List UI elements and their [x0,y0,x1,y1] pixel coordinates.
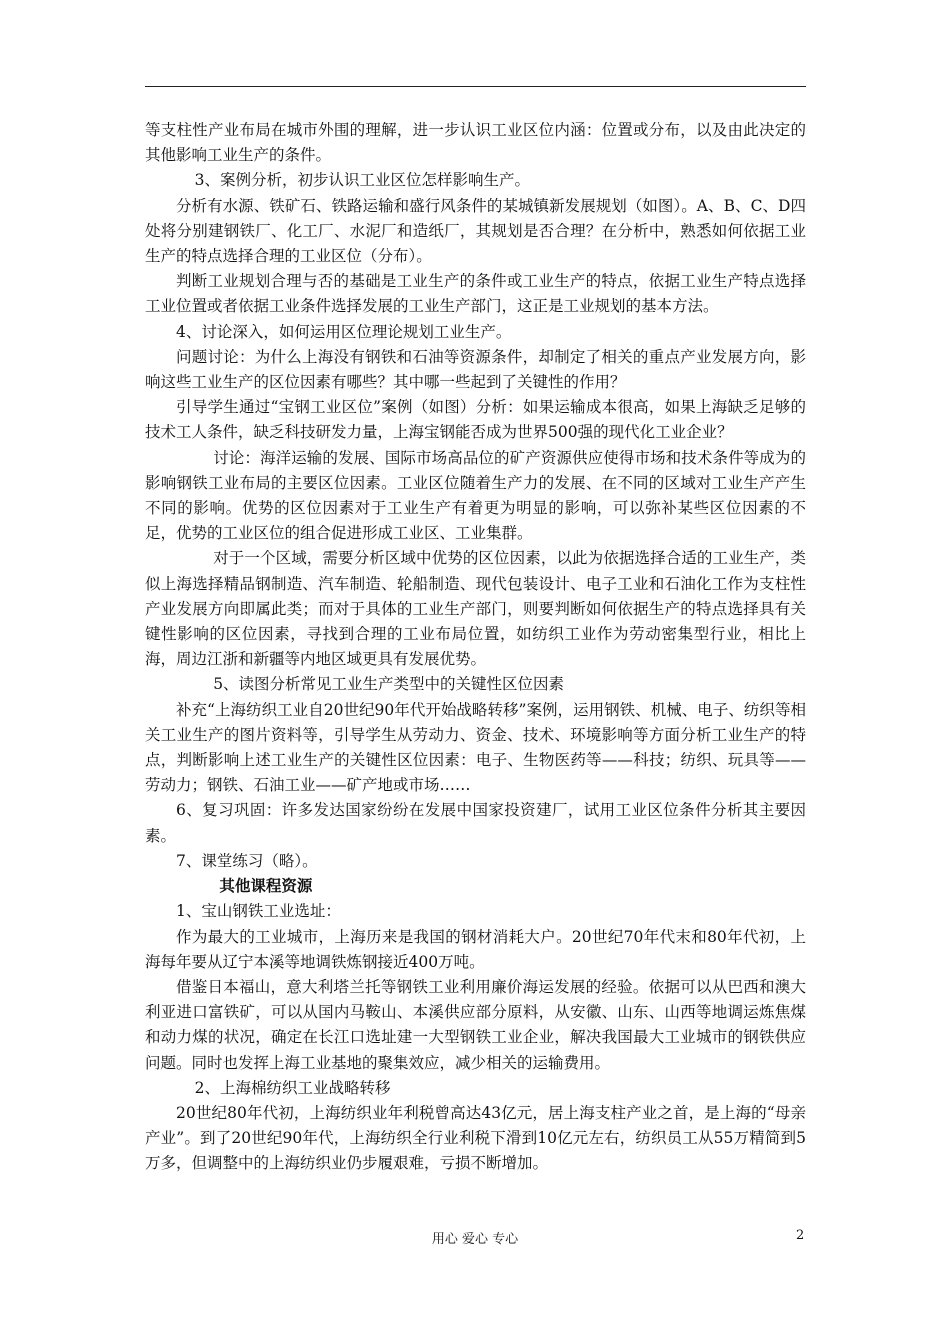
paragraph: 引导学生通过“宝钢工业区位”案例（如图）分析：如果运输成本很高，如果上海缺乏足够的技术工人条件，缺乏科技研发力量，上海宝钢能否成为世界500强的现代化工业企业？ [145,398,806,442]
paragraph: 7、课堂练习（略）。 [176,851,318,870]
document-body [145,118,806,1177]
paragraph: 6、复习巩固：许多发达国家纷纷在发展中国家投资建厂，试用工业区位条件分析其主要因素。 [145,801,806,845]
section-heading: 4、讨论深入，如何运用区位理论规划工业生产。 [176,322,512,341]
page-footer [0,1228,950,1248]
header-rule [145,86,806,87]
subsection-heading: 2、上海棉纺织工业战略转移 [194,1078,391,1097]
paragraph: 对于一个区域，需要分析区域中优势的区位因素，以此为依据选择合适的工业生产，类似上海选择精品钢制造、汽车制造、轮船制造、现代包装设计、电子工业和石油化工作为支柱性产业发展方向即属此类；而对于具体的工业生产部门，则要判断如何依据生产的特点选择具有关键性影响的区位因素，寻找到合理的工业布局位置，如纺织工业作为劳动密集型行业，相比上海，周边江浙和新疆等内地区域更具有发展优势。 [145,549,806,669]
paragraph: 判断工业规划合理与否的基础是工业生产的条件或工业生产的特点，依据工业生产特点选择工业位置或者依据工业条件选择发展的工业生产部门，这正是工业规划的基本方法。 [145,272,806,316]
paragraph: 等支柱性产业布局在城市外围的理解，进一步认识工业区位内涵：位置或分布，以及由此决定的其他影响工业生产的条件。 [145,121,806,165]
paragraph: 分析有水源、铁矿石、铁路运输和盛行风条件的某城镇新发展规划（如图）。A、B、C、D四处将分别建钢铁厂、化工厂、水泥厂和造纸厂，其规划是否合理？在分析中，熟悉如何依据工业生产的特点选择合理的工业区位（分布）。 [145,196,806,266]
resources-heading: 其他课程资源 [219,877,313,896]
subsection-heading: 1、宝山钢铁工业选址： [176,902,341,921]
paragraph: 补充“上海纺织工业自20世纪90年代开始战略转移”案例，运用钢铁、机械、电子、纺织等相关工业生产的图片资料等，引导学生从劳动力、资金、技术、环境影响等方面分析工业生产的特点，判断影响上述工业生产的关键性区位因素：电子、生物医药等——科技；纺织、玩具等——劳动力；钢铁、石油工业——矿产地或市场…… [145,700,806,795]
section-heading: 3、案例分析，初步认识工业区位怎样影响生产。 [194,171,530,190]
page-number: 2 [796,1228,805,1243]
paragraph: 讨论：海洋运输的发展、国际市场高品位的矿产资源供应使得市场和技术条件等成为的影响钢铁工业布局的主要区位因素。工业区位随着生产力的发展、在不同的区域对工业生产产生不同的影响。优势的区位因素对于工业生产有着更为明显的影响，可以弥补某些区位因素的不足，优势的工业区位的组合促进形成工业区、工业集群。 [145,448,806,543]
paragraph: 20世纪80年代初，上海纺织业年利税曾高达43亿元，居上海支柱产业之首，是上海的“母亲产业”。到了20世纪90年代，上海纺织全行业利税下滑到10亿元左右，纺织员工从55万精简到5万多，但调整中的上海纺织业仍步履艰难，亏损不断增加。 [145,1103,806,1173]
paragraph: 借鉴日本福山，意大利塔兰托等钢铁工业利用廉价海运发展的经验。依据可以从巴西和澳大利亚进口富铁矿，可以从国内马鞍山、本溪供应部分原料，从安徽、山东、山西等地调运炼焦煤和动力煤的状况，确定在长江口选址建一大型钢铁工业企业，解决我国最大工业城市的钢铁供应问题。同时也发挥上海工业基地的聚集效应，减少相关的运输费用。 [145,977,806,1072]
footer-motto: 用心 爱心 专心 [431,1232,519,1247]
paragraph: 作为最大的工业城市，上海历来是我国的钢材消耗大户。20世纪70年代末和80年代初，上海每年要从辽宁本溪等地调铁炼钢接近400万吨。 [145,927,806,971]
paragraph: 问题讨论：为什么上海没有钢铁和石油等资源条件，却制定了相关的重点产业发展方向，影响这些工业生产的区位因素有哪些？其中哪一些起到了关键性的作用？ [145,347,806,392]
section-heading: 5、读图分析常见工业生产类型中的关键性区位因素 [213,675,565,694]
